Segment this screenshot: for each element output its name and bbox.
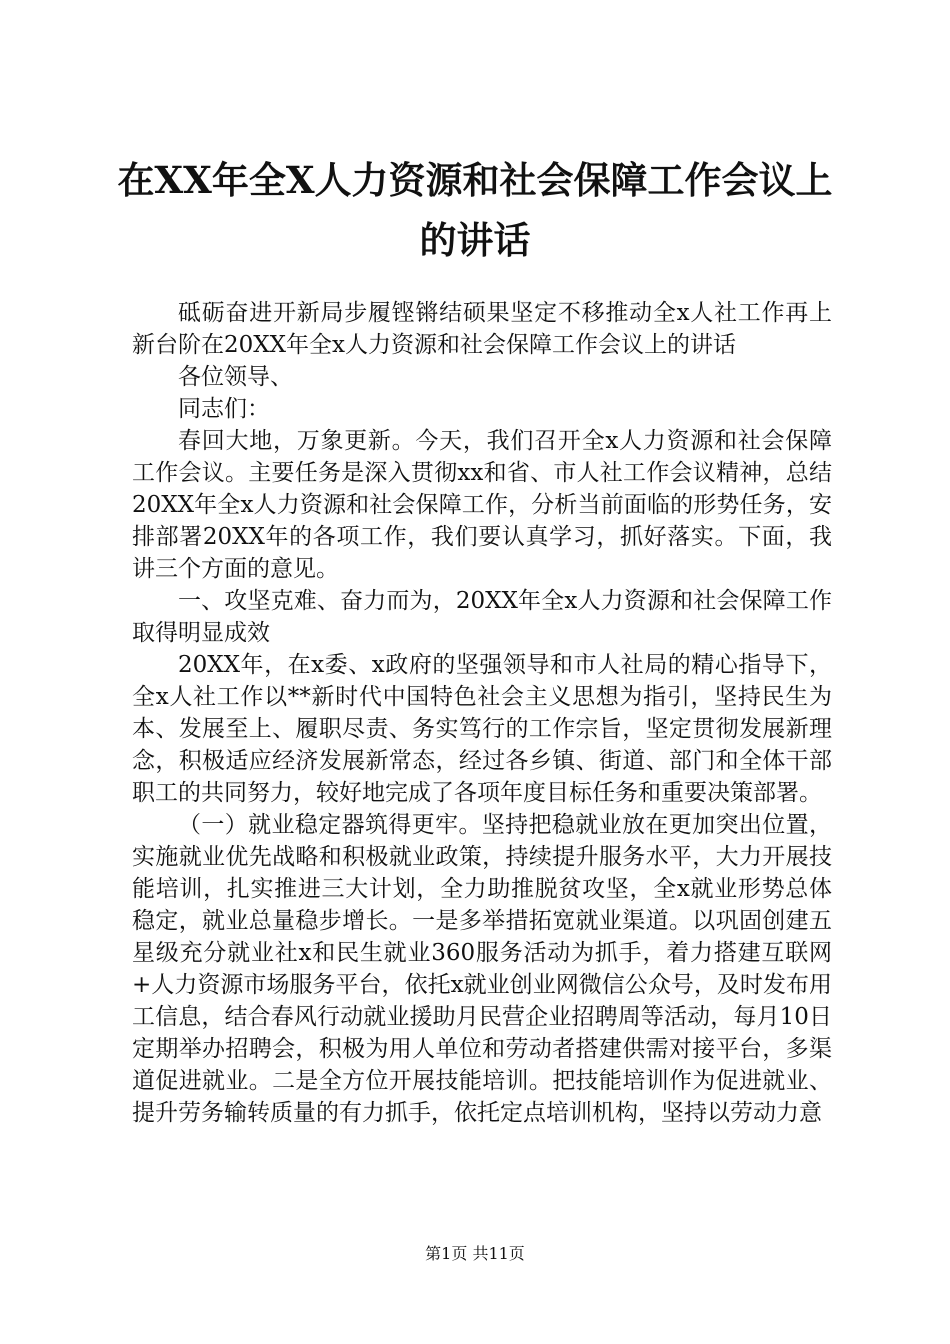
- document-title-line-1: 在XX年全X人力资源和社会保障工作会议上: [117, 158, 833, 202]
- page-number-footer: 第1页 共11页: [425, 1244, 525, 1263]
- salutation-comrades: 同志们：: [178, 396, 270, 422]
- section-heading-1: 一、攻坚克难、奋力而为，20XX年全x人力资源和社会保障工作取得明显成效: [132, 588, 832, 646]
- body-paragraph: 20XX年，在x委、x政府的坚强领导和市人社局的精心指导下，全x人社工作以**新时代中国特色社会主义思想为指引，坚持民生为本、发展至上、履职尽责、务实笃行的工作宗旨，坚定贯彻发展新理念，积极适应经济发展新常态，经过各乡镇、街道、部门和全体干部职工的共同努力，较好地完成了各项年度目标任务和重要决策部署。: [132, 652, 832, 806]
- body-paragraph-employment: （一）就业稳定器筑得更牢。坚持把稳就业放在更加突出位置，实施就业优先战略和积极就业政策，持续提升服务水平，大力开展技能培训，扎实推进三大计划，全力助推脱贫攻坚，全x就业形势总体稳定，就业总量稳步增长。一是多举措拓宽就业渠道。以巩固创建五星级充分就业社x和民生就业360服务活动为抓手，着力搭建互联网+人力资源市场服务平台，依托x就业创业网微信公众号，及时发布用工信息，结合春风行动就业援助月民营企业招聘周等活动，每月10日定期举办招聘会，积极为用人单位和劳动者搭建供需对接平台，多渠道促进就业。二是全方位开展技能培训。把技能培训作为促进就业、提升劳务输转质量的有力抓手，依托定点培训机构，坚持以劳动力意: [132, 812, 832, 1126]
- intro-paragraph: 春回大地，万象更新。今天，我们召开全x人力资源和社会保障工作会议。主要任务是深入贯彻xx和省、市人社工作会议精神，总结20XX年全x人力资源和社会保障工作，分析当前面临的形势任务，安排部署20XX年的各项工作，我们要认真学习，抓好落实。下面，我讲三个方面的意见。: [132, 428, 832, 582]
- document-body: [132, 297, 832, 1129]
- subtitle-paragraph: 砥砺奋进开新局步履铿锵结硕果坚定不移推动全x人社工作再上新台阶在20XX年全x人力资源和社会保障工作会议上的讲话: [132, 300, 832, 358]
- document-title-line-2: 的讲话: [419, 218, 531, 262]
- salutation-leaders: 各位领导、: [178, 364, 293, 390]
